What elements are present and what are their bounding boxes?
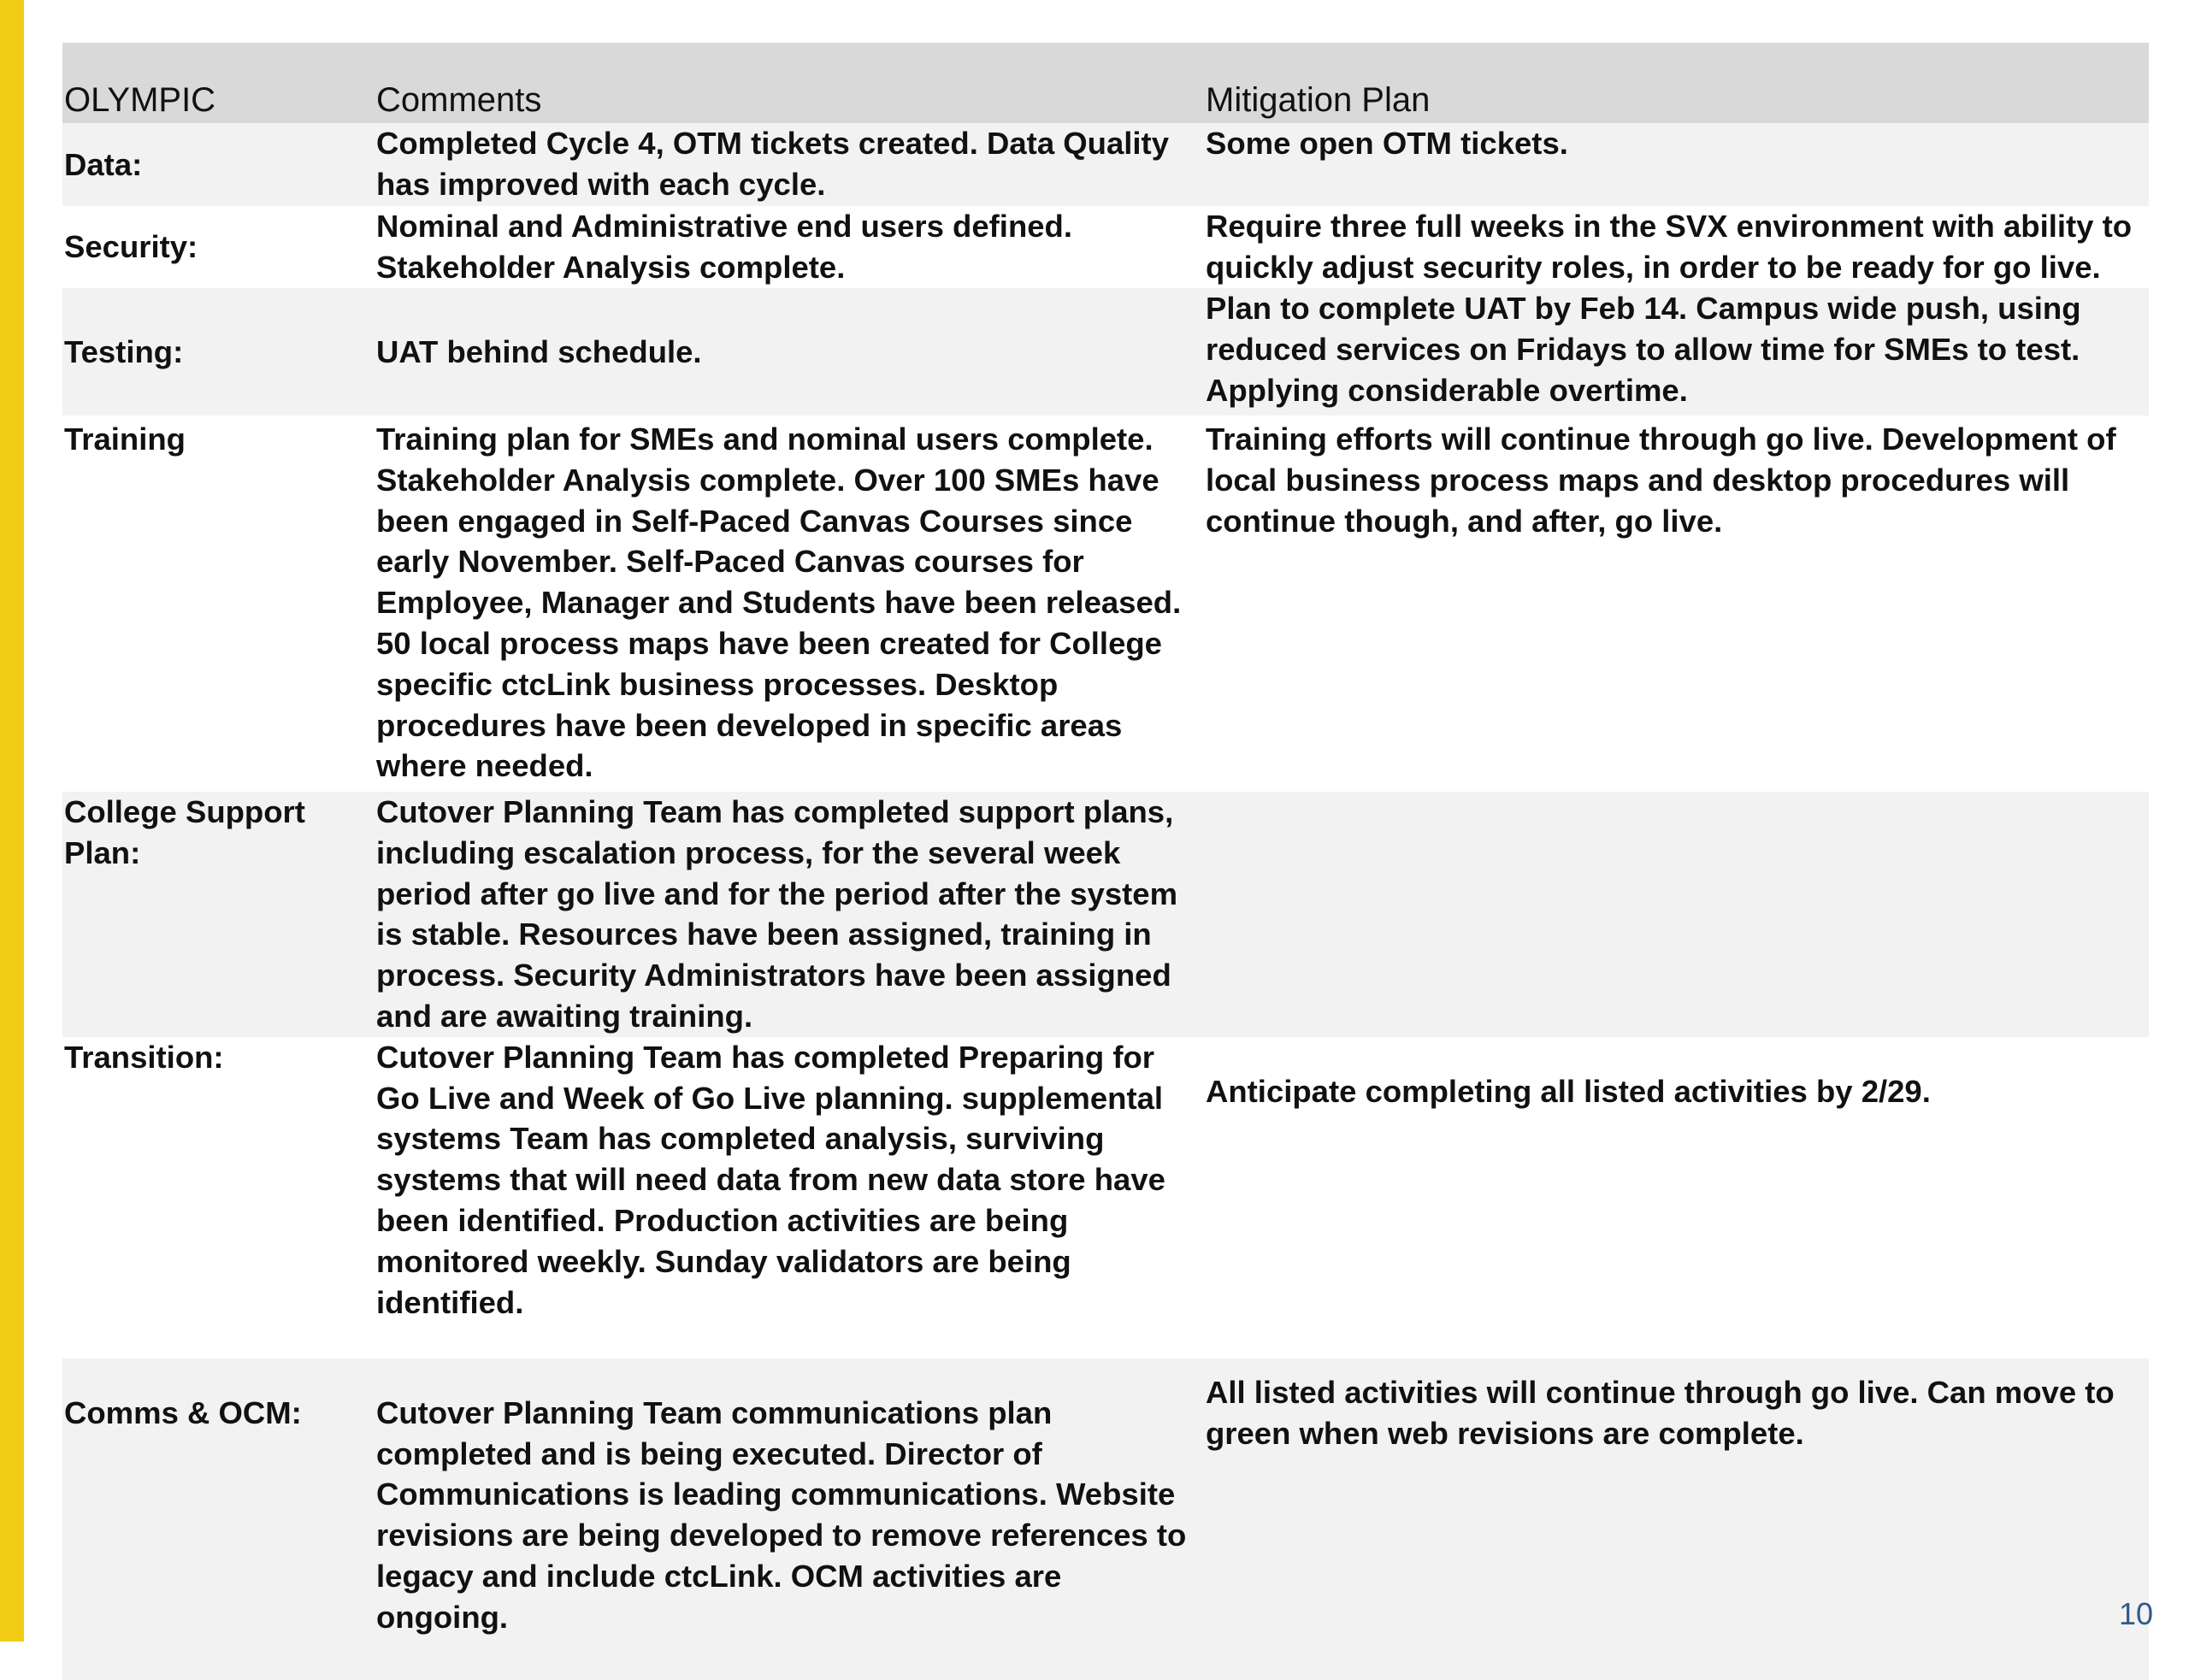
row-label: Data:: [62, 123, 375, 206]
row-mitigation: All listed activities will continue through go live. Can move to green when web revisions are complete.: [1204, 1359, 2149, 1680]
row-mitigation: Anticipate completing all listed activities by 2/29.: [1206, 1073, 1931, 1109]
row-label: Comms & OCM:: [62, 1359, 375, 1680]
row-comments: Nominal and Administrative end users defined. Stakeholder Analysis complete.: [376, 209, 1072, 285]
row-mitigation: Some open OTM tickets.: [1204, 123, 2149, 206]
row-comments: Training plan for SMEs and nominal users complete. Stakeholder Analysis complete. Over 100 SMEs have been engaged in Self-Paced Canvas Courses since early November. Self-Paced Canvas courses for Employee, Manager and Students have been released. 50 local process maps have been created for College specific ctcLink business processes. Desktop procedures have been developed in specific areas where needed.: [376, 421, 1182, 784]
page-number: 10: [2118, 1596, 2153, 1631]
status-table: [62, 43, 2149, 1680]
accent-bar: [0, 0, 24, 1642]
header-comments: Comments: [375, 43, 1204, 123]
header-area: OLYMPIC: [62, 43, 375, 123]
table-row-college-support-plan: [62, 792, 2149, 1037]
table-row-training: [62, 416, 2149, 792]
row-label: Security:: [64, 229, 198, 265]
row-comments: UAT behind schedule.: [375, 288, 1204, 416]
row-label: Transition:: [64, 1039, 224, 1075]
row-mitigation: [1204, 792, 2149, 1037]
table-row-data: [62, 123, 2149, 206]
row-label: College Support Plan:: [62, 792, 375, 1037]
row-comments: Completed Cycle 4, OTM tickets created. Data Quality has improved with each cycle.: [375, 123, 1204, 206]
row-comments: Cutover Planning Team has completed Preparing for Go Live and Week of Go Live planning. supplemental systems Team has completed analysis, surviving systems that will need data from new data store have been identified. Production activities are being monitored weekly. Sunday validators are being identified.: [376, 1039, 1165, 1320]
header-mitigation-plan: Mitigation Plan: [1204, 43, 2149, 123]
row-label: Testing:: [62, 288, 375, 416]
table-row-comms-ocm: [62, 1359, 2149, 1680]
row-mitigation: Require three full weeks in the SVX environment with ability to quickly adjust security roles, in order to be ready for go live.: [1206, 209, 2133, 285]
row-mitigation: Plan to complete UAT by Feb 14. Campus wide push, using reduced services on Fridays to allow time for SMEs to test. Applying considerable overtime.: [1204, 288, 2149, 416]
row-comments: Cutover Planning Team communications plan completed and is being executed. Director of Communications is leading communications. Website revisions are being developed to remove references to legacy and include ctcLink. OCM activities are ongoing.: [375, 1359, 1204, 1680]
row-label: Training: [64, 421, 186, 457]
table-header-row: [62, 43, 2149, 123]
table-row-transition: [62, 1037, 2149, 1359]
row-mitigation: Training efforts will continue through go live. Development of local business process maps and desktop procedures will continue though, and after, go live.: [1206, 421, 2116, 539]
row-comments: Cutover Planning Team has completed support plans, including escalation process, for the several week period after go live and for the period after the system is stable. Resources have been assigned, training in process. Security Administrators have been assigned and are awaiting training.: [375, 792, 1204, 1037]
table-row-security: [62, 206, 2149, 288]
table-row-testing: [62, 288, 2149, 416]
